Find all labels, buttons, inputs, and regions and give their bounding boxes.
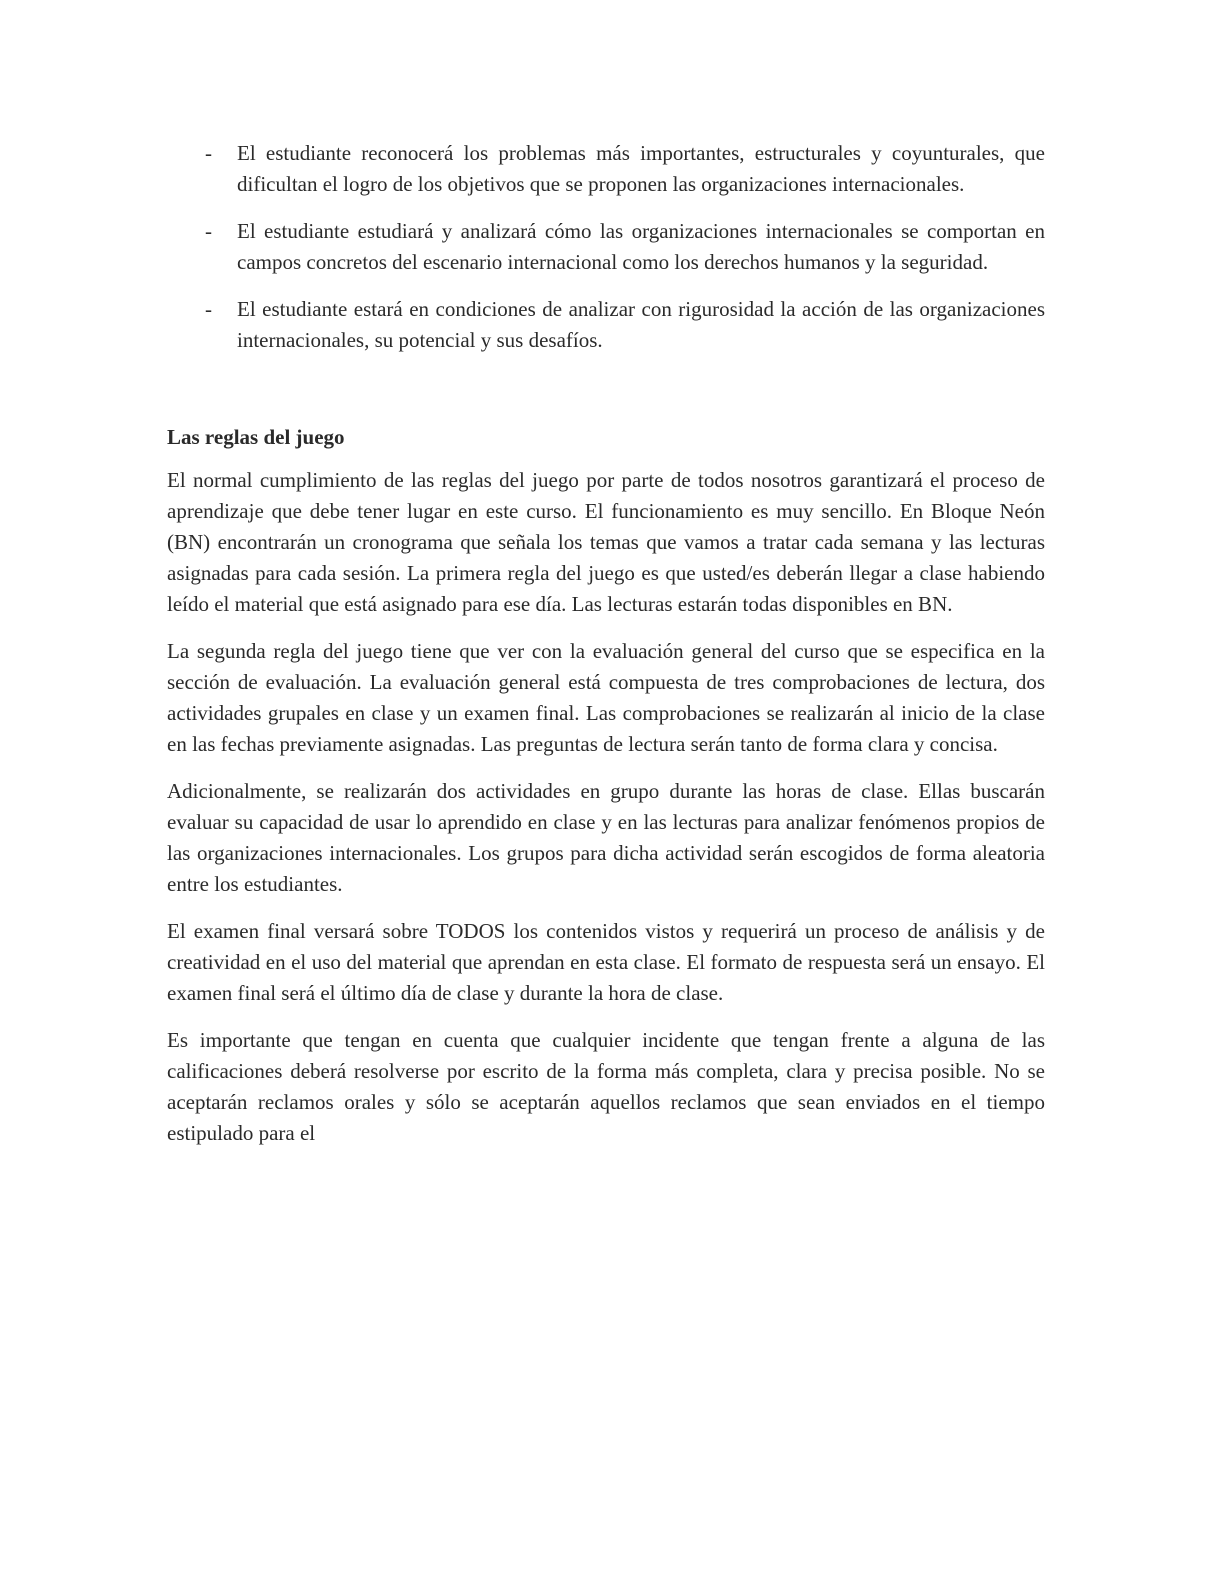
document-page bbox=[167, 138, 1045, 1165]
bullet-marker: - bbox=[205, 297, 212, 321]
paragraph: Adicionalmente, se realizarán dos actividades en grupo durante las horas de clase. Ellas buscarán evaluar su capacidad de usar lo aprendido en clase y en las lecturas para analizar fenómenos propios de las organizaciones internacionales. Los grupos para dicha actividad serán escogidos de forma aleatoria entre los estudiantes. bbox=[167, 779, 1045, 896]
objectives-list bbox=[167, 138, 1045, 356]
paragraph: El normal cumplimiento de las reglas del juego por parte de todos nosotros garantizará el proceso de aprendizaje que debe tener lugar en este curso. El funcionamiento es muy sencillo. En Bloque Neón (BN) encontrarán un cronograma que señala los temas que vamos a tratar cada semana y las lecturas asignadas para cada sesión. La primera regla del juego es que usted/es deberán llegar a clase habiendo leído el material que está asignado para ese día. Las lecturas estarán todas disponibles en BN. bbox=[167, 468, 1045, 616]
list-item-text: El estudiante reconocerá los problemas más importantes, estructurales y coyunturales, que dificultan el logro de los objetivos que se proponen las organizaciones internacionales. bbox=[237, 141, 1045, 196]
paragraph: El examen final versará sobre TODOS los contenidos vistos y requerirá un proceso de análisis y de creatividad en el uso del material que aprendan en esta clase. El formato de respuesta será un ensayo. El examen final será el último día de clase y durante la hora de clase. bbox=[167, 919, 1045, 1005]
bullet-marker: - bbox=[205, 141, 212, 165]
list-item bbox=[167, 216, 1045, 278]
list-item bbox=[167, 294, 1045, 356]
list-item bbox=[167, 138, 1045, 200]
paragraph: La segunda regla del juego tiene que ver con la evaluación general del curso que se especifica en la sección de evaluación. La evaluación general está compuesta de tres comprobaciones de lectura, dos actividades grupales en clase y un examen final. Las comprobaciones se realizarán al inicio de la clase en las fechas previamente asignadas. Las preguntas de lectura serán tanto de forma clara y concisa. bbox=[167, 639, 1045, 756]
list-item-text: El estudiante estará en condiciones de analizar con rigurosidad la acción de las organizaciones internacionales, su potencial y sus desafíos. bbox=[237, 297, 1045, 352]
bullet-marker: - bbox=[205, 219, 212, 243]
list-item-text: El estudiante estudiará y analizará cómo las organizaciones internacionales se comportan en campos concretos del escenario internacional como los derechos humanos y la seguridad. bbox=[237, 219, 1045, 274]
section-heading: Las reglas del juego bbox=[167, 425, 345, 449]
paragraph: Es importante que tengan en cuenta que cualquier incidente que tengan frente a alguna de las calificaciones deberá resolverse por escrito de la forma más completa, clara y precisa posible. No se aceptarán reclamos orales y sólo se aceptarán aquellos reclamos que sean enviados en el tiempo estipulado para el bbox=[167, 1028, 1045, 1145]
